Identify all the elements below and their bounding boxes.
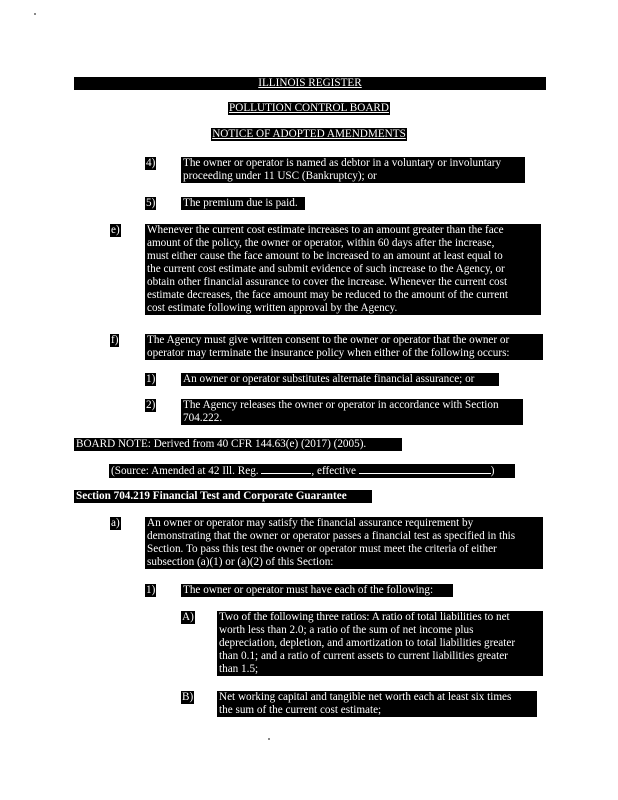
item-e-line: Whenever the current cost estimate increases to an amount greater than the face (147, 224, 504, 236)
board-note-text: BOARD NOTE: Derived from 40 CFR 144.63(e) (2017) (2005). (76, 438, 367, 450)
item-f1-line: An owner or operator substitutes alternate financial assurance; or (183, 373, 475, 385)
item-e-line: amount of the policy, the owner or operator, within 60 days after the increase, (147, 237, 495, 249)
section-title: Section 704.219 Financial Test and Corporate Guarantee (76, 490, 347, 502)
item-A-line: than 0.1; and a ratio of current assets to current liabilities greater (219, 650, 508, 662)
item-f2-label: 2) (146, 399, 156, 411)
item-a-label: a) (111, 517, 120, 529)
item-a-line: Section. To pass this test the owner or operator must meet the criteria of either (147, 543, 497, 555)
section-heading (74, 490, 372, 503)
item-5-label: 5) (146, 197, 156, 209)
item-B-text (217, 691, 537, 717)
item-B-line: Net working capital and tangible net worth each at least six times (219, 691, 512, 703)
item-e-line: must either cause the face amount to be increased to an amount at least equal to (147, 250, 503, 262)
item-A-line: worth less than 2.0; a ratio of the sum of net income plus (219, 624, 474, 636)
item-5-text (181, 197, 305, 210)
notice-title-row (0, 128, 618, 141)
item-B-label: B) (182, 691, 194, 703)
item-A-line: depreciation, depletion, and amortization to total liabilities greater (219, 637, 516, 649)
item-e-line: cost estimate following written approval by the Agency. (147, 302, 398, 314)
item-f2-line: The Agency releases the owner or operator in accordance with Section (183, 399, 499, 411)
board-note (74, 438, 402, 451)
source-suffix: ) (490, 465, 495, 477)
item-f1-label: 1) (146, 373, 156, 385)
notice-title: NOTICE OF ADOPTED AMENDMENTS (212, 128, 406, 140)
item-a1-line: The owner or operator must have each of the following: (183, 584, 434, 596)
source-line (109, 464, 515, 478)
item-A-label: A) (182, 611, 194, 623)
item-f-line: operator may terminate the insurance policy when either of the following occurs: (147, 347, 510, 359)
source-date-blank (261, 464, 311, 474)
item-f2-text (181, 399, 523, 425)
item-f-label: f) (111, 334, 119, 346)
source-effective-blank (359, 464, 491, 474)
item-f2-line: 704.222. (183, 412, 223, 424)
item-a1-label: 1) (146, 584, 156, 596)
item-e-text (145, 224, 541, 315)
register-header-bar (74, 77, 546, 90)
item-A-text (217, 611, 543, 676)
item-f-line: The Agency must give written consent to the owner or operator that the owner or (147, 334, 510, 346)
item-B-line: the sum of the current cost estimate; (219, 704, 382, 716)
item-e-line: estimate decreases, the face amount may be reduced to the amount of the current (147, 289, 508, 301)
scan-speck (34, 13, 36, 15)
item-e-line: the current cost estimate and submit evidence of such increase to the Agency, or (147, 263, 505, 275)
item-e-line: obtain other financial assurance to cover the increase. Whenever the current cost (147, 276, 508, 288)
item-4-line: proceeding under 11 USC (Bankruptcy); or (183, 170, 377, 182)
register-header: ILLINOIS REGISTER (258, 77, 362, 89)
item-a-text (145, 517, 543, 569)
item-4-text (181, 157, 525, 183)
item-f1-text (181, 373, 499, 386)
item-A-line: Two of the following three ratios: A ratio of total liabilities to net (219, 611, 510, 623)
item-4-label: 4) (146, 157, 156, 169)
item-A-line: than 1.5; (219, 663, 259, 675)
scan-speck (268, 738, 270, 740)
source-middle: , effective (311, 465, 359, 477)
source-prefix: (Source: Amended at 42 Ill. Reg. (111, 465, 262, 477)
item-a1-text (181, 584, 453, 597)
item-a-line: An owner or operator may satisfy the financial assurance requirement by (147, 517, 474, 529)
item-e-label: e) (111, 224, 120, 236)
item-5-line: The premium due is paid. (183, 197, 298, 209)
board-title: POLLUTION CONTROL BOARD (229, 102, 389, 114)
item-4-line: The owner or operator is named as debtor in a voluntary or involuntary (183, 157, 502, 169)
item-a-line: demonstrating that the owner or operator passes a financial test as specified in this (147, 530, 516, 542)
item-f-text (145, 334, 543, 360)
board-title-row (0, 102, 618, 115)
item-a-line: subsection (a)(1) or (a)(2) of this Section: (147, 556, 334, 568)
